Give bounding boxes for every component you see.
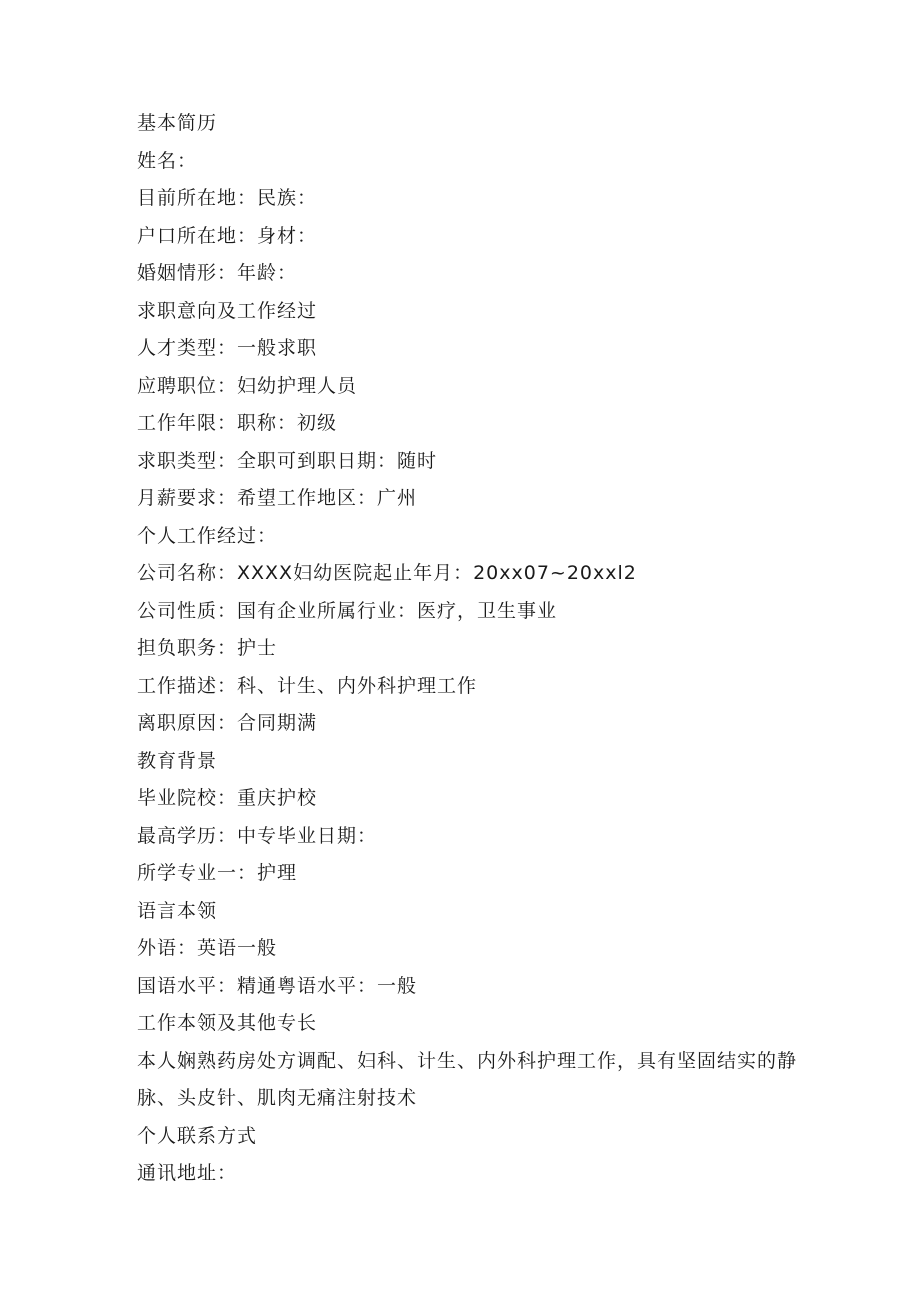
field-graduated-school: 毕业院校：重庆护校 — [137, 787, 318, 809]
field-leaving-reason: 离职原因：合同期满 — [137, 712, 318, 734]
section-heading-education: 教育背景 — [137, 749, 218, 772]
section-heading-work-history: 个人工作经过： — [137, 524, 278, 547]
field-talent-type: 人才类型：一般求职 — [137, 337, 318, 359]
section-heading-job-intention: 求职意向及工作经过 — [137, 299, 318, 322]
field-current-location-ethnicity: 目前所在地：民族： — [137, 187, 318, 209]
field-company-name-period: 公司名称：XXXX妇幼医院起止年月：20xx07~20xxl2 — [137, 562, 637, 584]
section-heading-basic-resume: 基本简历 — [137, 112, 218, 134]
field-highest-degree-graduation-date: 最高学历：中专毕业日期： — [137, 824, 378, 847]
field-job-type-start-date: 求职类型：全职可到职日期：随时 — [137, 449, 438, 472]
resume-content — [137, 105, 797, 1193]
field-company-nature-industry: 公司性质：国有企业所属行业：医疗，卫生事业 — [137, 599, 558, 622]
field-major: 所学专业一：护理 — [137, 862, 298, 884]
field-job-description: 工作描述：科、计生、内外科护理工作 — [137, 674, 478, 697]
section-heading-skills-specialties: 工作本领及其他专长 — [137, 1012, 318, 1034]
field-marital-status-age: 婚姻情形：年龄： — [137, 262, 298, 284]
section-heading-contact: 个人联系方式 — [137, 1124, 258, 1147]
skills-paragraph: 本人娴熟药房处方调配、妇科、计生、内外科护理工作，具有坚固结实的静脉、头皮针、肌肉无痛注射技术 — [137, 1049, 798, 1109]
field-salary-work-area: 月薪要求：希望工作地区：广州 — [137, 487, 418, 509]
field-position-held: 担负职务：护士 — [137, 637, 278, 659]
field-household-registration-figure: 户口所在地：身材： — [137, 224, 318, 247]
section-heading-language-skills: 语言本领 — [137, 899, 218, 922]
field-name: 姓名： — [137, 149, 198, 172]
field-foreign-language: 外语：英语一般 — [137, 937, 278, 959]
field-work-years-title: 工作年限：职称：初级 — [137, 412, 338, 434]
field-applied-position: 应聘职位：妇幼护理人员 — [137, 374, 358, 397]
field-mandarin-cantonese-level: 国语水平：精通粤语水平：一般 — [137, 974, 418, 997]
field-mailing-address: 通讯地址： — [137, 1162, 238, 1184]
